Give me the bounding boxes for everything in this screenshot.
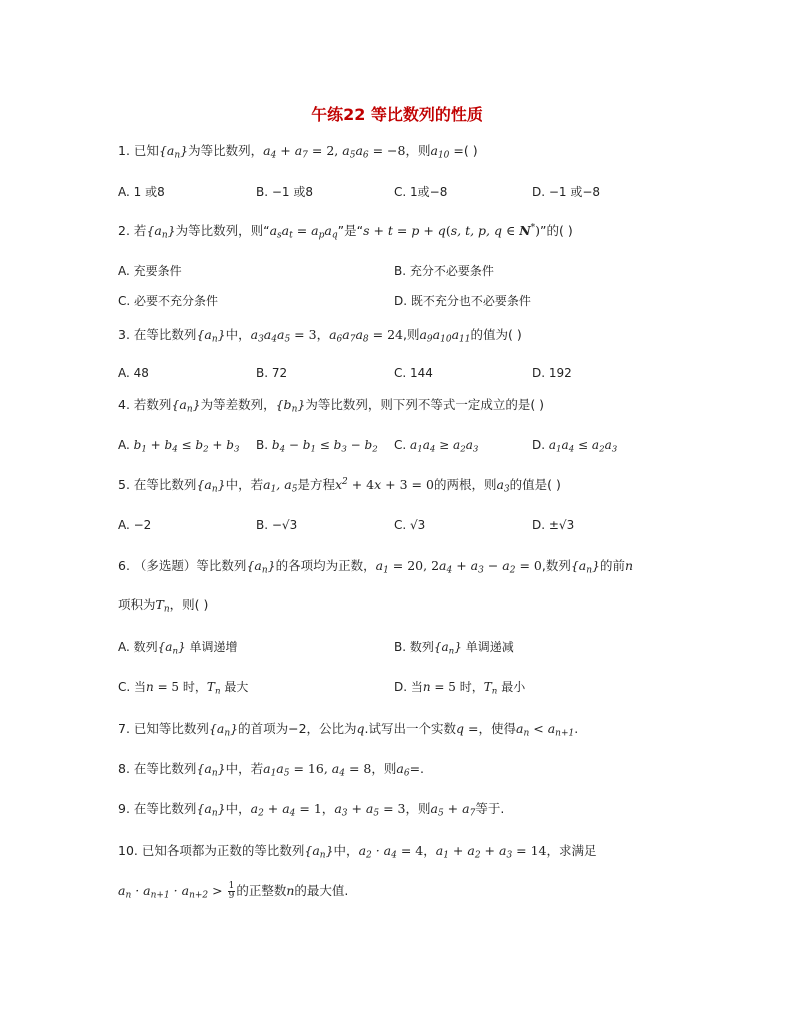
- question-1-option-a[interactable]: A. 1 或8: [118, 185, 165, 199]
- question-6-option-b[interactable]: B. 数列$\{a_n\}$ 单调递减: [394, 640, 514, 657]
- question-2-option-c[interactable]: C. 必要不充分条件: [118, 294, 219, 308]
- question-4-option-c[interactable]: C. $a_1a_4 \ge a_2a_3$: [394, 438, 479, 455]
- question-6-option-d[interactable]: D. 当n = 5 时，$T_n$ 最小: [394, 680, 526, 697]
- question-5-option-c[interactable]: C. √3: [394, 518, 426, 532]
- question-2-option-a[interactable]: A. 充要条件: [118, 264, 182, 278]
- question-4-option-a[interactable]: A. $b_1 + b_4 \le b_2 + b_3$: [118, 438, 240, 455]
- question-4-option-d[interactable]: D. $a_1a_4 \le a_2a_3$: [532, 438, 618, 455]
- question-2-option-d[interactable]: D. 既不充分也不必要条件: [394, 294, 531, 308]
- question-3: 3. 在等比数列$\{a_n\}$中，$a_3a_4a_5 = 3$，$a_6a_7a_8 = 24$,则$a_9a_{10}a_{11}$的值为( ): [118, 327, 522, 345]
- question-1: 1. 已知$\{a_n\}$为等比数列，$a_4 + a_7 = 2$, $a_5a_6 = -8$，则$a_{10}$ =( ): [118, 143, 478, 161]
- question-6-option-a[interactable]: A. 数列$\{a_n\}$ 单调递增: [118, 640, 238, 657]
- question-5-option-d[interactable]: D. ±√3: [532, 518, 575, 532]
- question-5-option-b[interactable]: B. −√3: [256, 518, 298, 532]
- question-2: 2. 若$\{a_n\}$为等比数列，则“$a_sa_t = a_pa_q$”是“s + t = p + q(s, t, p, q ∈ N*)”的( ): [118, 223, 573, 241]
- question-7: 7. 已知等比数列$\{a_n\}$的首项为−2，公比为q.试写出一个实数q =，使得$a_n < a_{n+1}$.: [118, 721, 579, 739]
- question-3-option-c[interactable]: C. 144: [394, 366, 433, 380]
- question-3-option-a[interactable]: A. 48: [118, 366, 149, 380]
- question-10-line-2: $a_n \cdot a_{n+1} \cdot a_{n+2}$ > $\frac{1}{9}$ 的正整数n的最大值.: [118, 881, 349, 901]
- question-1-option-d[interactable]: D. −1 或−8: [532, 185, 601, 199]
- question-5-option-a[interactable]: A. −2: [118, 518, 152, 532]
- question-1-option-c[interactable]: C. 1或−8: [394, 185, 448, 199]
- question-6-line-2: 项积为$T_n$，则( ): [118, 597, 209, 615]
- question-6-option-c[interactable]: C. 当n = 5 时，$T_n$ 最大: [118, 680, 249, 697]
- question-6-line-1: 6. （多选题）等比数列$\{a_n\}$的各项均为正数，$a_1 = 20$, $2a_4 + a_3 - a_2 = 0$,数列$\{a_n\}$的前n: [118, 558, 634, 576]
- page-title: 午练22 等比数列的性质: [311, 105, 483, 124]
- question-5: 5. 在等比数列$\{a_n\}$中，若$a_1$, $a_5$是方程$x^2 + 4x + 3 = 0$的两根，则$a_3$的值是( ): [118, 477, 561, 495]
- question-3-option-b[interactable]: B. 72: [256, 366, 288, 380]
- fraction-one-ninth: $\frac{1}{9}$: [228, 881, 235, 901]
- question-9: 9. 在等比数列$\{a_n\}$中，$a_2 + a_4 = 1$，$a_3 + a_5 = 3$，则$a_5 + a_7$等于.: [118, 801, 505, 819]
- question-4: 4. 若数列$\{a_n\}$为等差数列，$\{b_n\}$为等比数列，则下列不等式一定成立的是( ): [118, 397, 545, 415]
- question-2-option-b[interactable]: B. 充分不必要条件: [394, 264, 494, 278]
- question-1-option-b[interactable]: B. −1 或8: [256, 185, 314, 199]
- question-4-option-b[interactable]: B. $b_4 - b_1 \le b_3 - b_2$: [256, 438, 378, 455]
- question-8: 8. 在等比数列$\{a_n\}$中，若$a_1a_5 = 16$, $a_4 = 8$，则$a_6=$.: [118, 761, 425, 779]
- question-10-line-1: 10. 已知各项都为正数的等比数列$\{a_n\}$中，$a_2 \cdot a_4 = 4$，$a_1 + a_2 + a_3 = 14$，求满足: [118, 843, 597, 861]
- question-3-option-d[interactable]: D. 192: [532, 366, 572, 380]
